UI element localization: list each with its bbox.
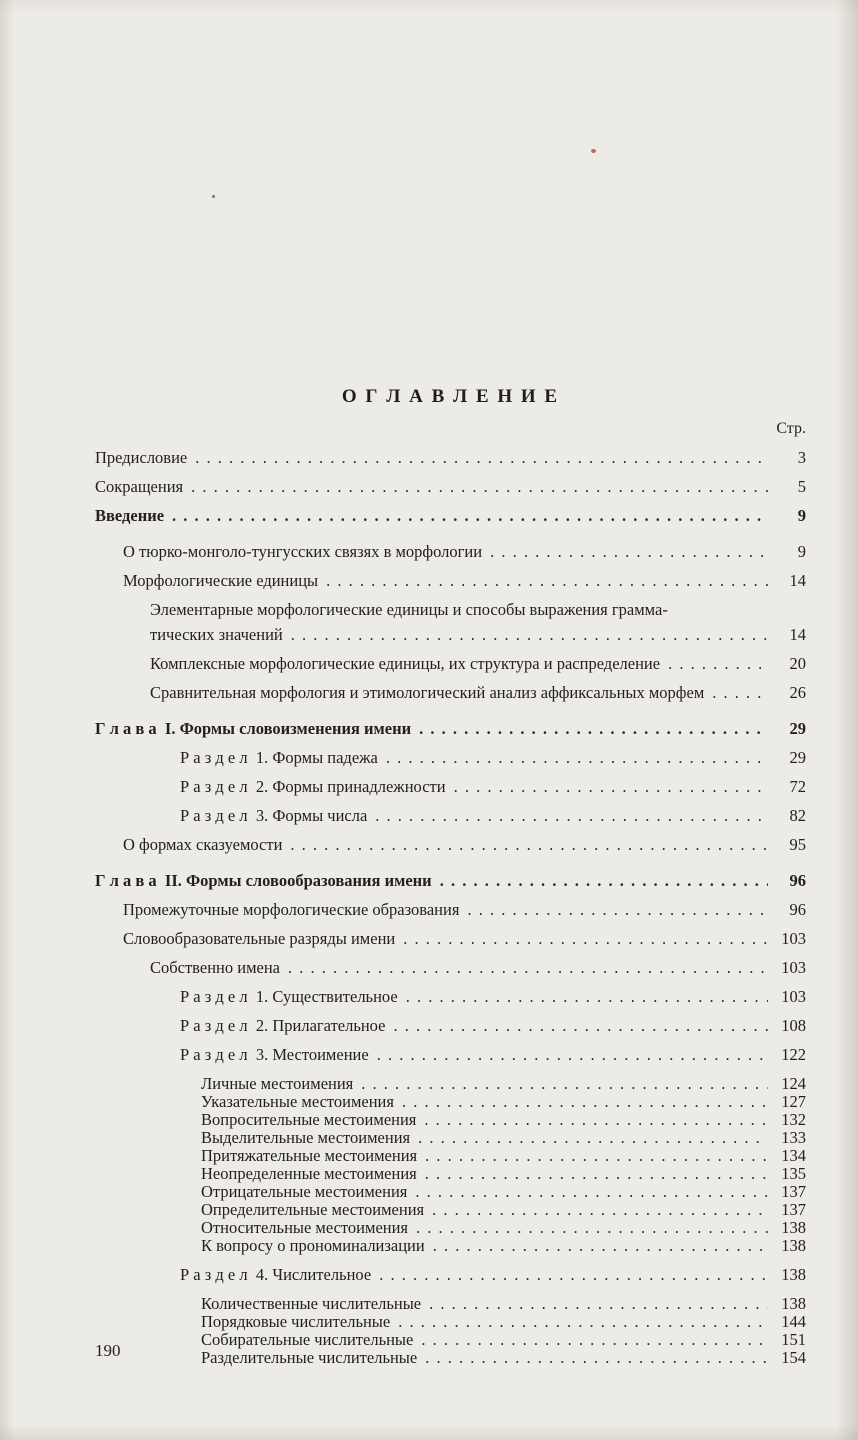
- toc-row: [150, 654, 806, 673]
- toc-entry-title: Морфологические единицы: [123, 571, 319, 590]
- dot-leader: [326, 571, 768, 590]
- toc-entry-title: Собирательные числительные: [201, 1330, 414, 1349]
- toc-row: [180, 1016, 806, 1035]
- toc-title: О Г Л А В Л Е Н И Е: [341, 386, 560, 407]
- toc-row: [95, 719, 806, 738]
- toc-entry-page: 96: [789, 900, 806, 919]
- dot-leader: [386, 748, 768, 767]
- toc-row: [201, 1183, 806, 1201]
- toc-row: [123, 929, 806, 948]
- toc-row: [123, 900, 806, 919]
- toc-entry-page: 103: [781, 958, 806, 977]
- toc-row: [201, 1165, 806, 1183]
- toc-row: [95, 871, 806, 890]
- toc-row: [180, 748, 806, 767]
- dot-leader: [402, 1093, 768, 1111]
- folio-page-number: 190: [95, 1341, 121, 1360]
- toc-entry-title: Количественные числительные: [201, 1294, 422, 1313]
- toc-entry-title: Притяжательные местоимения: [201, 1146, 418, 1165]
- toc-row: [180, 987, 806, 1006]
- toc-entry-page: 134: [781, 1146, 806, 1165]
- toc-entry-title: Промежуточные морфологические образования: [123, 900, 460, 919]
- dot-leader: [291, 625, 768, 644]
- dot-leader: [375, 806, 768, 825]
- dot-leader: [419, 719, 768, 738]
- toc-entry-title: Г л а в а I. Формы словоизменения имени: [95, 719, 412, 738]
- toc-row: [201, 1093, 806, 1111]
- toc-row: [180, 806, 806, 825]
- toc-row: [123, 571, 806, 590]
- toc-entry-page: 3: [797, 448, 806, 467]
- toc-entry-page: 95: [789, 835, 806, 854]
- toc-entry-page: 72: [789, 777, 806, 796]
- toc-row: [180, 777, 806, 796]
- toc-row: [201, 1331, 806, 1349]
- toc-entry-title: Собственно имена: [150, 958, 280, 977]
- dot-leader: [490, 542, 768, 561]
- toc-entry-page: 29: [789, 719, 806, 738]
- dot-leader: [195, 448, 768, 467]
- toc-entry-page: 14: [789, 571, 806, 590]
- toc-entry-page: 103: [781, 929, 806, 948]
- dot-leader: [172, 506, 768, 525]
- toc-entry-title: О формах сказуемости: [123, 835, 283, 854]
- dot-leader: [379, 1265, 768, 1284]
- toc-row: [150, 600, 806, 644]
- toc-entry-title: К вопросу о прономинализации: [201, 1236, 425, 1255]
- toc-entry-title: тических значений: [150, 625, 283, 644]
- toc-row: [201, 1129, 806, 1147]
- dot-leader: [425, 1165, 768, 1183]
- toc-entry-page: 127: [781, 1092, 806, 1111]
- toc-entry-title: Неопределенные местоимения: [201, 1164, 417, 1183]
- toc-entry-title: Р а з д е л 4. Числительное: [180, 1265, 372, 1284]
- toc-entry-continuation: [150, 625, 806, 644]
- dot-leader: [403, 929, 768, 948]
- dot-leader: [191, 477, 768, 496]
- toc-row: [201, 1237, 806, 1255]
- toc-entry-page: 137: [781, 1200, 806, 1219]
- toc-entry-page: 5: [797, 477, 806, 496]
- toc-entry-title: Р а з д е л 3. Местоимение: [180, 1045, 369, 1064]
- toc-entry-page: 26: [789, 683, 806, 702]
- toc-row: [201, 1294, 806, 1313]
- toc-entry-page: 151: [781, 1330, 806, 1349]
- toc-entry-title: Р а з д е л 2. Прилагательное: [180, 1016, 386, 1035]
- toc-entry-title: Отрицательные местоимения: [201, 1182, 408, 1201]
- toc-row: [95, 477, 806, 496]
- dot-leader: [418, 1129, 768, 1147]
- toc-row: [123, 835, 806, 854]
- toc-entry-page: 9: [797, 542, 806, 561]
- toc-row: [150, 683, 806, 702]
- toc-row: [95, 448, 806, 467]
- toc-row: [201, 1349, 806, 1367]
- toc-entry-page: 122: [781, 1045, 806, 1064]
- toc-entry-title: Р а з д е л 1. Существительное: [180, 987, 398, 1006]
- toc-entry-title: Сравнительная морфология и этимологический анализ аффиксальных морфем: [150, 683, 705, 702]
- toc-entry-title: Порядковые числительные: [201, 1312, 391, 1331]
- toc-entry-title: Комплексные морфологические единицы, их структура и распределение: [150, 654, 661, 673]
- dot-leader: [415, 1183, 768, 1201]
- toc-entry-page: 14: [789, 625, 806, 644]
- toc-entry-page: 135: [781, 1164, 806, 1183]
- toc-entry-title: Личные местоимения: [201, 1074, 354, 1093]
- toc-row: [123, 542, 806, 561]
- dot-leader: [406, 987, 768, 1006]
- toc-entry-page: 138: [781, 1294, 806, 1313]
- toc-row: [201, 1201, 806, 1219]
- toc-entry-page: 138: [781, 1236, 806, 1255]
- dot-leader: [425, 1147, 768, 1165]
- toc-entry-title: Указательные местоимения: [201, 1092, 394, 1111]
- dot-leader: [433, 1237, 768, 1255]
- toc-entry-title: Относительные местоимения: [201, 1218, 409, 1237]
- toc-row: [201, 1147, 806, 1165]
- toc-entry-title: Определительные местоимения: [201, 1200, 425, 1219]
- toc-entry-page: 103: [781, 987, 806, 1006]
- toc-entry-page: 138: [781, 1265, 806, 1284]
- toc-entry-page: 154: [781, 1348, 806, 1367]
- toc-entry-title: Разделительные числительные: [201, 1348, 418, 1367]
- page-content: [95, 0, 806, 1367]
- toc-entry-page: 144: [781, 1312, 806, 1331]
- toc-row: [95, 506, 806, 525]
- dot-leader: [454, 777, 768, 796]
- dot-leader: [288, 958, 768, 977]
- toc-entry-page: 137: [781, 1182, 806, 1201]
- toc-entry-page: 82: [789, 806, 806, 825]
- toc-row: [180, 1045, 806, 1064]
- toc-row: [201, 1111, 806, 1129]
- dot-leader: [432, 1201, 768, 1219]
- toc-entry-title: Сокращения: [95, 477, 184, 496]
- toc-row: [201, 1219, 806, 1237]
- toc-entry-title: Введение: [95, 506, 165, 525]
- toc-entry-title: Предисловие: [95, 448, 188, 467]
- toc-row: [201, 1313, 806, 1331]
- toc-entry-title: Г л а в а II. Формы словообразования имени: [95, 871, 432, 890]
- toc-entry-title: Выделительные местоимения: [201, 1128, 411, 1147]
- dot-leader: [440, 871, 768, 890]
- toc-entry-page: 132: [781, 1110, 806, 1129]
- toc-entry-title: Словообразовательные разряды имени: [123, 929, 396, 948]
- toc-entry-page: 20: [789, 654, 806, 673]
- toc-row: [150, 958, 806, 977]
- toc-entry-title: О тюрко-монголо-тунгусских связях в морфологии: [123, 542, 483, 561]
- dot-leader: [424, 1111, 768, 1129]
- toc-entry-title: Р а з д е л 1. Формы падежа: [180, 748, 378, 767]
- toc-entry-title: Р а з д е л 3. Формы числа: [180, 806, 368, 825]
- toc-entry-title: Элементарные морфологические единицы и способы выражения грамма-: [150, 600, 668, 619]
- toc-entry-page: 133: [781, 1128, 806, 1147]
- toc-entry-page: 96: [789, 871, 806, 890]
- toc-entry-title: Р а з д е л 2. Формы принадлежности: [180, 777, 446, 796]
- dot-leader: [668, 654, 768, 673]
- dot-leader: [377, 1045, 768, 1064]
- toc-entry-page: 124: [781, 1074, 806, 1093]
- toc-entry-title: Вопросительные местоимения: [201, 1110, 417, 1129]
- toc-entry-page: 138: [781, 1218, 806, 1237]
- dot-leader: [425, 1349, 768, 1367]
- dot-leader: [467, 900, 768, 919]
- dot-leader: [421, 1331, 768, 1349]
- dot-leader: [429, 1294, 768, 1313]
- toc-row: [180, 1265, 806, 1284]
- dot-leader: [416, 1219, 768, 1237]
- toc-entry-page: 29: [789, 748, 806, 767]
- dot-leader: [393, 1016, 768, 1035]
- toc-list: [95, 448, 806, 1367]
- toc-entry-page: 9: [797, 506, 806, 525]
- toc-entry-page: 108: [781, 1016, 806, 1035]
- toc-row: [201, 1074, 806, 1093]
- dot-leader: [361, 1074, 768, 1093]
- page-column-header: Стр.: [776, 420, 806, 437]
- dot-leader: [398, 1313, 768, 1331]
- dot-leader: [290, 835, 768, 854]
- dot-leader: [712, 683, 768, 702]
